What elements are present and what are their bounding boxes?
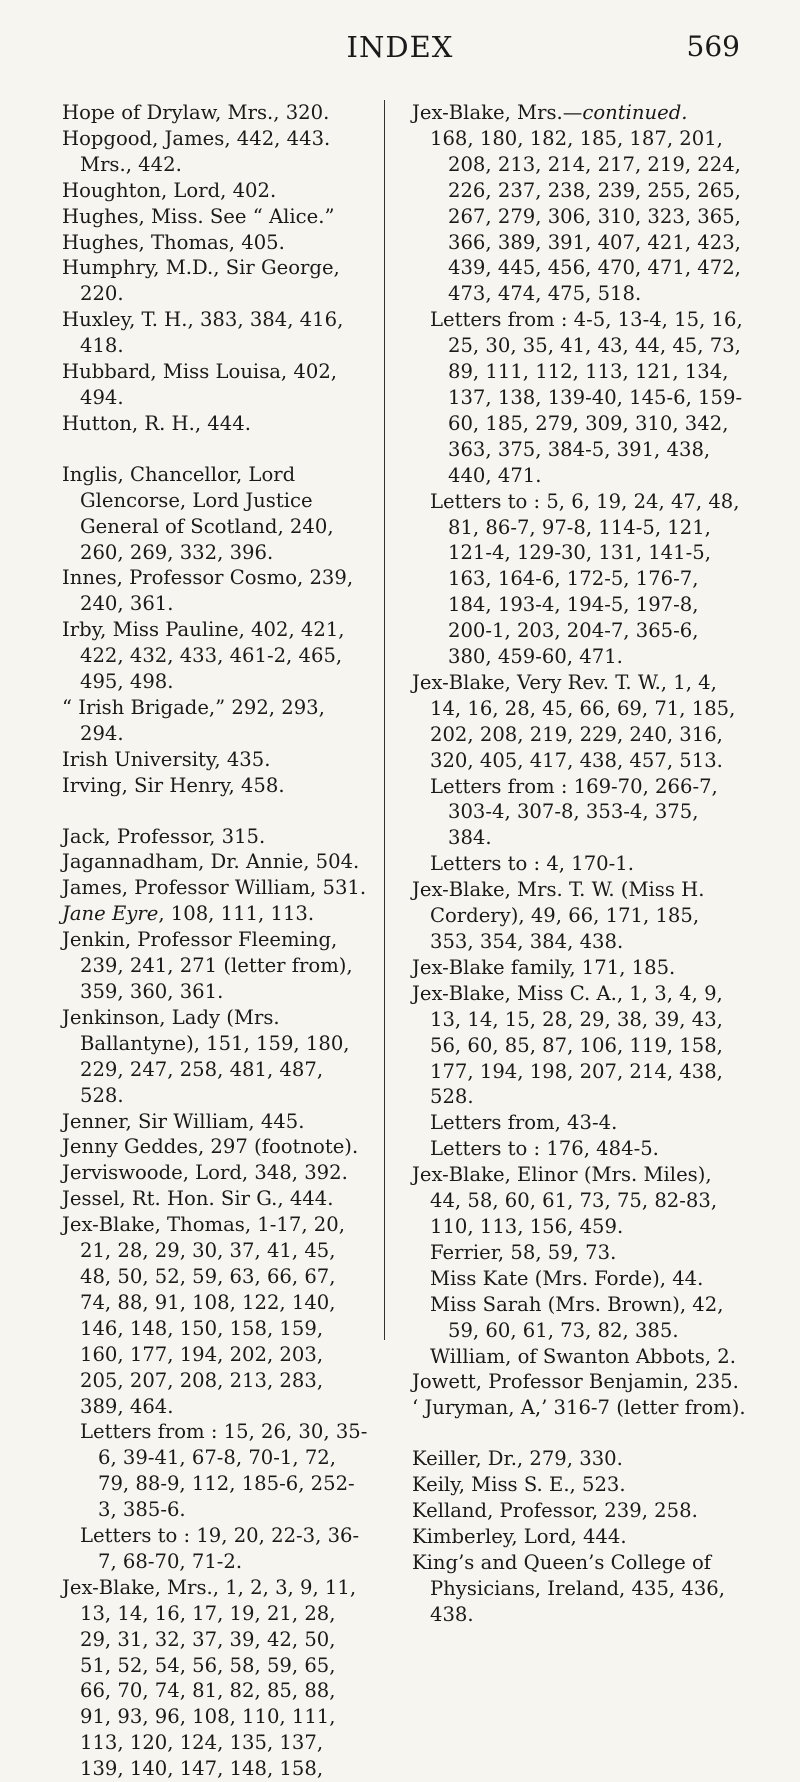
page-header	[60, 30, 740, 70]
index-entry: Jex-Blake family, 171, 185.	[412, 955, 676, 979]
index-entry: ‘ Juryman, A,’ 316-7 (letter from).	[412, 1396, 746, 1420]
index-entry: Kimberley, Lord, 444.	[412, 1524, 627, 1548]
index-entry: Jex-Blake, Elinor (Mrs. Miles), 44, 58, 60, 61, 73, 75, 82-83, 110, 113, 156, 459.	[412, 1163, 718, 1238]
index-entry: Jex-Blake, Miss C. A., 1, 3, 4, 9, 13, 14, 15, 28, 29, 38, 39, 43, 56, 60, 85, 87, 106, 119, 158, 177, 194, 198, 207, 214, 438, 528.	[412, 981, 723, 1109]
index-entry: Jex-Blake, Very Rev. T. W., 1, 4, 14, 16, 28, 45, 66, 69, 71, 185, 202, 208, 219, 229, 240, 316, 320, 405, 417, 438, 457, 513.	[412, 670, 736, 772]
index-subentry: Letters from : 4-5, 13-4, 15, 16, 25, 30, 35, 41, 43, 44, 45, 73, 89, 111, 112, 113, 121, 134, 137, 138, 139-40, 145-6, 159-60, 185, 279, 309, 310, 342, 363, 375, 384-5, 391, 438, 440, 471.	[430, 308, 743, 487]
index-entry: Irby, Miss Pauline, 402, 421, 422, 432, 433, 461-2, 465, 495, 498.	[62, 618, 345, 694]
index-entry: Irving, Sir Henry, 458.	[62, 773, 285, 797]
index-entry: Hope of Drylaw, Mrs., 320.	[62, 101, 330, 124]
index-subentry: Letters to : 176, 484-5.	[430, 1137, 659, 1161]
index-entry: Kelland, Professor, 239, 258.	[412, 1499, 698, 1523]
index-subentry: Letters from, 43-4.	[430, 1111, 618, 1135]
section-gap	[62, 799, 370, 824]
index-entry: Hughes, Miss. See “ Alice.”	[62, 204, 335, 228]
page-number: 569	[686, 30, 740, 63]
index-entry: Jowett, Professor Benjamin, 235.	[412, 1370, 739, 1394]
index-entry: 168, 180, 182, 185, 187, 201, 208, 213, 214, 217, 219, 224, 226, 237, 238, 239, 255, 265, 267, 279, 306, 310, 323, 365, 366, 389, 391, 407, 421, 423, 439, 445, 456, 470, 471, 472, 473, 474, 475, 518.	[430, 126, 741, 306]
index-entry: Jex-Blake, Thomas, 1-17, 20, 21, 28, 29, 30, 37, 41, 45, 48, 50, 52, 59, 63, 66, 67, 74, 88, 91, 108, 122, 140, 146, 148, 150, 158, 159, 160, 177, 194, 202, 203, 205, 207, 208, 213, 283, 389, 464.	[62, 1213, 345, 1418]
index-entry: Keily, Miss S. E., 523.	[412, 1473, 626, 1497]
index-entry: Hubbard, Miss Louisa, 402, 494.	[62, 360, 338, 409]
index-entry: Huxley, T. H., 383, 384, 416, 418.	[62, 308, 344, 358]
index-entry: King’s and Queen’s College of Physicians, Ireland, 435, 436, 438.	[412, 1550, 725, 1626]
index-entry: Hutton, R. H., 444.	[62, 411, 251, 435]
index-subentry: Miss Sarah (Mrs. Brown), 42, 59, 60, 61, 73, 82, 385.	[430, 1292, 724, 1342]
index-subentry: William, of Swanton Abbots, 2.	[430, 1344, 736, 1368]
index-entry: Innes, Professor Cosmo, 239, 240, 361.	[62, 566, 354, 616]
index-entry: Houghton, Lord, 402.	[62, 178, 277, 202]
index-subentry: Mrs., 442.	[80, 152, 182, 176]
index-entry: Hopgood, James, 442, 443.	[62, 126, 331, 150]
index-entry: Jenner, Sir William, 445.	[62, 1109, 305, 1133]
index-entry: Jenkinson, Lady (Mrs. Ballantyne), 151, 159, 180, 229, 247, 258, 481, 487, 528.	[62, 1005, 350, 1107]
index-entry: Jenkin, Professor Fleeming, 239, 241, 271 (letter from), 359, 360, 361.	[62, 928, 353, 1003]
index-subentry: Letters from : 15, 26, 30, 35-6, 39-41, 67-8, 70-1, 72, 79, 88-9, 112, 185-6, 252-3, 385-6.	[80, 1420, 368, 1522]
index-entry: Jessel, Rt. Hon. Sir G., 444.	[62, 1187, 334, 1211]
index-subentry: Miss Kate (Mrs. Forde), 44.	[430, 1266, 704, 1290]
index-entry: Irish University, 435.	[62, 747, 271, 771]
section-gap	[62, 437, 370, 462]
index-entry: Jenny Geddes, 297 (footnote).	[62, 1135, 359, 1159]
index-entry: Inglis, Chancellor, Lord Glencorse, Lord Justice General of Scotland, 240, 260, 269, 332, 396.	[62, 462, 334, 564]
index-entry: “ Irish Brigade,” 292, 293, 294.	[62, 695, 325, 745]
index-entry: Jex-Blake, Mrs.—continued.	[412, 101, 688, 124]
column-divider	[384, 100, 385, 1340]
index-entry: Jex-Blake, Mrs. T. W. (Miss H. Cordery), 49, 66, 171, 185, 353, 354, 384, 438.	[412, 878, 705, 953]
index-column-right	[412, 100, 747, 1628]
index-entry: Jagannadham, Dr. Annie, 504.	[62, 850, 360, 874]
page-title: INDEX	[346, 30, 454, 64]
index-subentry: Letters from : 169-70, 266-7, 303-4, 307-8, 353-4, 375, 384.	[430, 774, 718, 850]
section-gap	[412, 1421, 747, 1446]
index-entry: James, Professor William, 531.	[62, 876, 367, 900]
index-column-left	[62, 100, 370, 1782]
index-entry: Humphry, M.D., Sir George, 220.	[62, 256, 340, 306]
index-entry: Jane Eyre, 108, 111, 113.	[62, 902, 315, 926]
index-subentry: Letters to : 4, 170-1.	[430, 852, 634, 876]
index-entry: Jack, Professor, 315.	[62, 824, 266, 848]
index-entry: Jex-Blake, Mrs., 1, 2, 3, 9, 11, 13, 14, 16, 17, 19, 21, 28, 29, 31, 32, 37, 39, 42, 50, 51, 52, 54, 56, 58, 59, 65, 66, 70, 74, 81, 82, 85, 88, 91, 93, 96, 108, 110, 111, 113, 120, 124, 135, 137, 139, 140, 147, 148, 158,	[62, 1575, 357, 1781]
index-entry: Jerviswoode, Lord, 348, 392.	[62, 1161, 348, 1185]
index-entry: Hughes, Thomas, 405.	[62, 230, 285, 254]
index-subentry: Ferrier, 58, 59, 73.	[430, 1240, 617, 1264]
index-entry: Keiller, Dr., 279, 330.	[412, 1447, 623, 1471]
index-subentry: Letters to : 19, 20, 22-3, 36-7, 68-70, 71-2.	[80, 1524, 360, 1573]
index-subentry: Letters to : 5, 6, 19, 24, 47, 48, 81, 86-7, 97-8, 114-5, 121, 121-4, 129-30, 131, 141-5, 163, 164-6, 172-5, 176-7, 184, 193-4, 194-5, 197-8, 200-1, 203, 204-7, 365-6, 380, 459-60, 471.	[430, 489, 740, 669]
